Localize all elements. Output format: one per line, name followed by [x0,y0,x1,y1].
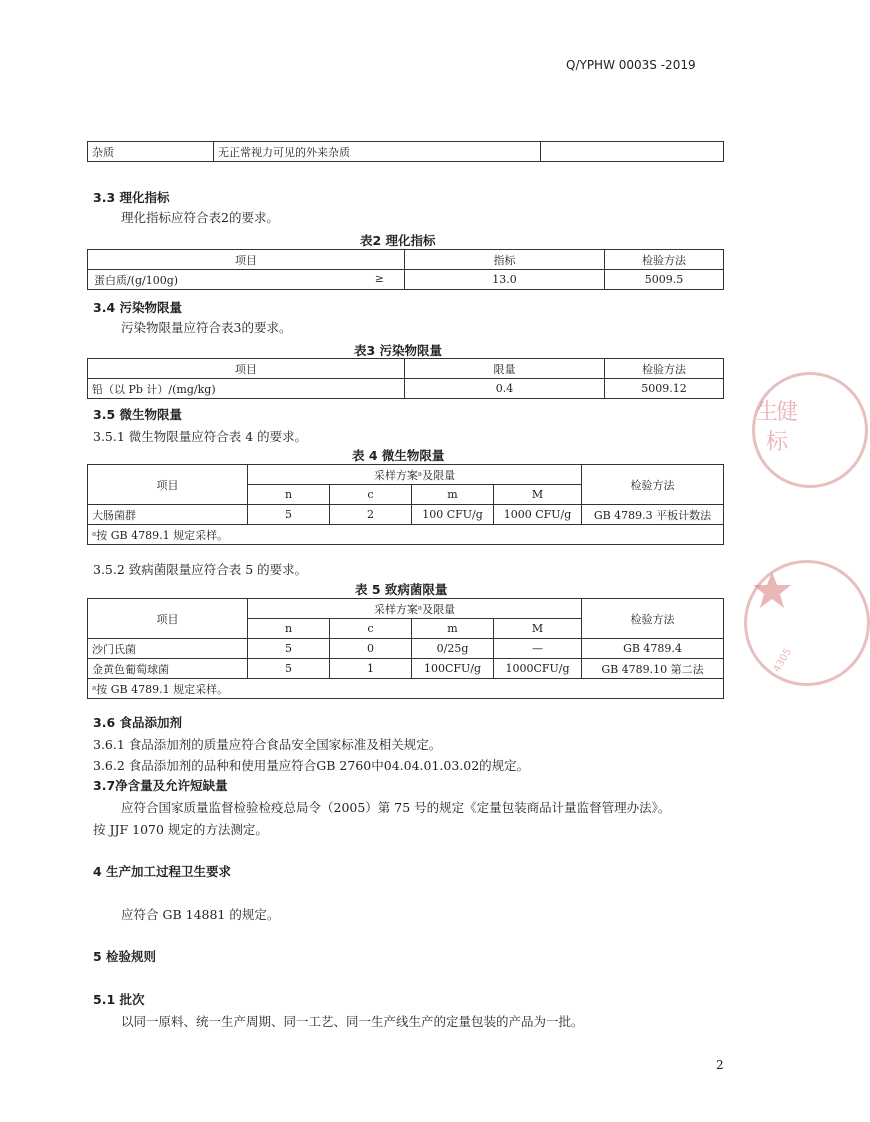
table-row [88,659,724,679]
table-header: m [412,619,494,639]
table-header: c [330,619,412,639]
table-cell: 100 CFU/g [412,505,494,525]
section-text: 3.6.2 食品添加剂的品种和使用量应符合GB 2760中04.04.01.03.02的规定。 [93,758,530,773]
table-continuation [87,141,724,162]
table-cell: 1000 CFU/g [494,505,582,525]
section-text: 污染物限量应符合表3的要求。 [121,320,292,335]
table-header-row [88,465,724,485]
table-header: 采样方案ᵃ及限量 [248,599,582,619]
table-cell: 金黄色葡萄球菌 [88,659,248,679]
table-header: 指标 [405,250,605,270]
table-header-row [88,599,724,619]
table-cell: 13.0 [405,270,605,290]
table-header: 检验方法 [605,359,724,379]
table-header: 检验方法 [582,465,724,505]
table-header-row [88,250,724,270]
document-code: Q/YPHW 0003S -2019 [566,58,696,72]
table-header: m [412,485,494,505]
table-cell: 5 [248,659,330,679]
table-3 [87,358,724,399]
table-cell: 2 [330,505,412,525]
section-text: 理化指标应符合表2的要求。 [121,210,279,225]
table-cell: — [494,639,582,659]
table-cell: 5 [248,639,330,659]
table-cell: 0.4 [405,379,605,399]
section-heading-3-7: 3.7净含量及允许短缺量 [93,778,228,793]
table-cell: 大肠菌群 [88,505,248,525]
table-row [88,270,724,290]
table-header: n [248,619,330,639]
table-header-row [88,359,724,379]
table-header: n [248,485,330,505]
table-cell: 铅（以 Pb 计）/(mg/kg) [88,379,405,399]
section-heading-3-4: 3.4 污染物限量 [93,300,182,315]
table-cell: 1000CFU/g [494,659,582,679]
section-text: 以同一原料、统一生产周期、同一工艺、同一生产线生产的定量包装的产品为一批。 [121,1014,584,1029]
table-header: 限量 [405,359,605,379]
table-caption: 表 5 致病菌限量 [355,582,448,597]
table-cell: 5 [248,505,330,525]
section-heading-3-3: 3.3 理化指标 [93,190,170,205]
item-label: 蛋白质/(g/100g) [94,273,179,287]
table-row [88,505,724,525]
section-text: 应符合国家质量监督检验检疫总局令（2005）第 75 号的规定《定量包装商品计量监督管理办法》。 [121,800,671,815]
table-header: 采样方案ᵃ及限量 [248,465,582,485]
stamp-text: 标 [766,430,789,455]
section-text: 应符合 GB 14881 的规定。 [121,907,280,922]
table-caption: 表2 理化指标 [360,233,436,248]
section-heading-4: 4 生产加工过程卫生要求 [93,864,232,879]
section-heading-5: 5 检验规则 [93,949,157,964]
table-note-row [88,679,724,699]
table-header: 检验方法 [605,250,724,270]
table-footnote: ᵃ按 GB 4789.1 规定采样。 [88,525,724,545]
operator: ≥ [374,271,384,285]
section-heading-3-5: 3.5 微生物限量 [93,407,182,422]
table-header: M [494,619,582,639]
table-cell: 沙门氏菌 [88,639,248,659]
section-heading-5-1: 5.1 批次 [93,992,145,1007]
table-footnote: ᵃ按 GB 4789.1 规定采样。 [88,679,724,699]
star-icon [752,570,792,610]
table-cell: 100CFU/g [412,659,494,679]
table-cell [541,142,724,162]
table-row [88,379,724,399]
table-header: 检验方法 [582,599,724,639]
table-cell: 无正常视力可见的外来杂质 [214,142,541,162]
table-header: c [330,485,412,505]
table-cell: 杂质 [88,142,214,162]
table-note-row [88,525,724,545]
table-row [88,142,724,162]
stamp-text: 健 [776,400,799,425]
table-cell [88,270,405,290]
section-text: 3.5.2 致病菌限量应符合表 5 的要求。 [93,562,308,577]
table-cell: 0/25g [412,639,494,659]
table-caption: 表3 污染物限量 [354,343,443,358]
section-heading-3-6: 3.6 食品添加剂 [93,715,182,730]
table-caption: 表 4 微生物限量 [352,448,445,463]
table-cell: GB 4789.10 第二法 [582,659,724,679]
stamp-number: 4305 [771,646,794,675]
table-cell: 5009.12 [605,379,724,399]
table-header: M [494,485,582,505]
table-cell: 5009.5 [605,270,724,290]
table-2 [87,249,724,290]
section-text: 3.5.1 微生物限量应符合表 4 的要求。 [93,429,308,444]
table-5 [87,598,724,699]
table-cell: 1 [330,659,412,679]
table-header: 项目 [88,599,248,639]
table-header: 项目 [88,465,248,505]
section-text: 3.6.1 食品添加剂的质量应符合食品安全国家标准及相关规定。 [93,737,442,752]
stamp-text: 生 [756,400,779,425]
table-cell: 0 [330,639,412,659]
table-4 [87,464,724,545]
table-row [88,639,724,659]
table-cell: GB 4789.3 平板计数法 [582,505,724,525]
section-text: 按 JJF 1070 规定的方法测定。 [93,822,268,837]
table-header: 项目 [88,359,405,379]
table-header: 项目 [88,250,405,270]
table-cell: GB 4789.4 [582,639,724,659]
page-number: 2 [716,1058,724,1072]
